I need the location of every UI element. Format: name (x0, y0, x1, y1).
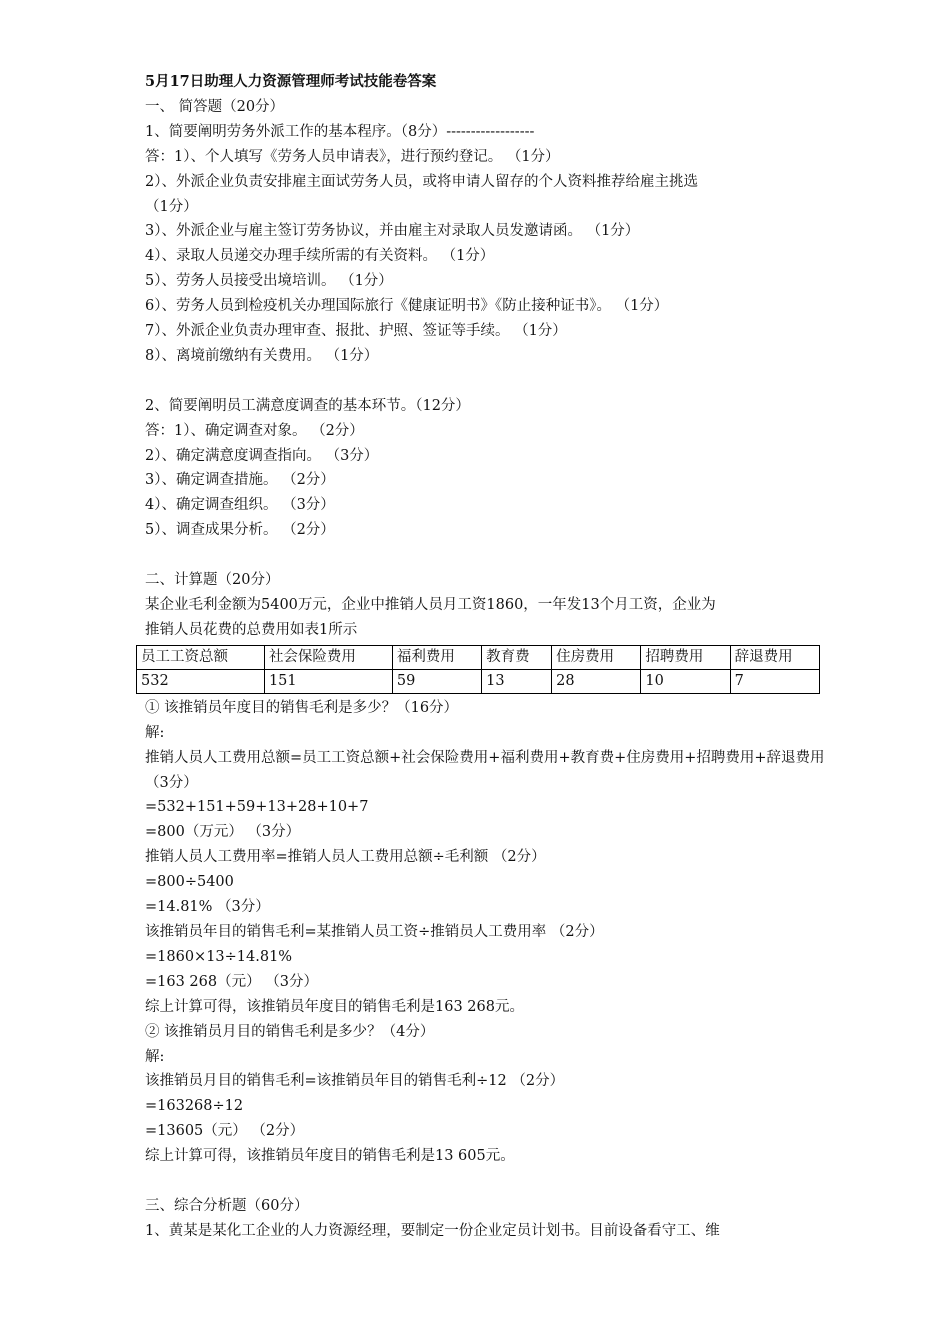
section1-heading: 一、 简答题（20分） (145, 98, 285, 115)
table-header-cell: 福利费用 (392, 645, 481, 669)
q2-answer-line: 2）、确定满意度调查指向。 （3分） (145, 447, 379, 464)
q2-answer-line: 3）、确定调查措施。 （2分） (145, 472, 335, 489)
spacer (145, 369, 825, 394)
sub1-solution-label: 解: (145, 724, 165, 741)
sub1-step: 推销人员人工费用率=推销人员人工费用总额÷毛利额 （2分） (145, 849, 546, 866)
sub1-step: 该推销员年目的销售毛利=某推销人员工资÷推销员人工费用率 （2分） (145, 923, 604, 940)
q2-question: 2、简要阐明员工满意度调查的基本环节。（12分） (145, 397, 470, 414)
section2-intro: 某企业毛利金额为5400万元，企业中推销人员月工资1860，一年发13个月工资，企业为 (145, 597, 716, 613)
q1-answer-line: 答：1）、个人填写《劳务人员申请表》，进行预约登记。 （1分） (145, 148, 560, 165)
q1-answer-line: 4）、录取人员递交办理手续所需的有关资料。 （1分） (145, 248, 495, 265)
sub2-step: 该推销员月目的销售毛利=该推销员年目的销售毛利÷12 （2分） (145, 1073, 565, 1090)
table-header-row (137, 645, 820, 669)
q1-question: 1、简要阐明劳务外派工作的基本程序。（8分）------------------ (145, 123, 535, 140)
section2-heading: 二、计算题（20分） (145, 572, 280, 589)
section3-heading: 三、综合分析题（60分） (145, 1197, 309, 1214)
sub1-formula: 推销人员人工费用总额=员工工资总额+社会保险费用+福利费用+教育费+住房费用+招聘费用+辞退费用 (145, 749, 825, 766)
table-header-cell: 教育费 (482, 645, 552, 669)
table-cell: 28 (552, 669, 641, 693)
q1-answer-line: 3）、外派企业与雇主签订劳务协议，并由雇主对录取人员发邀请函。 （1分） (145, 223, 640, 240)
sub2-question: ② 该推销员月目的销售毛利是多少？（4分） (145, 1023, 435, 1040)
table-cell: 532 (137, 669, 265, 693)
sub1-step: =1860×13÷14.81% (145, 948, 293, 965)
sub1-step: =800（万元） （3分） (145, 824, 301, 841)
q2-answer-line: 5）、调查成果分析。 （2分） (145, 522, 335, 539)
table-header-cell: 社会保险费用 (264, 645, 392, 669)
table-header-cell: 招聘费用 (641, 645, 730, 669)
table-cell: 151 (264, 669, 392, 693)
table-cell: 13 (482, 669, 552, 693)
sub2-solution-label: 解: (145, 1048, 165, 1065)
table-header-cell: 辞退费用 (730, 645, 819, 669)
sub2-step: =163268÷12 (145, 1098, 244, 1115)
q1-answer-line: 2）、外派企业负责安排雇主面试劳务人员，或将申请人留存的个人资料推荐给雇主挑选 (145, 173, 698, 190)
section3-q1: 1、黄某是某化工企业的人力资源经理，要制定一份企业定员计划书。目前设备看守工、维 (145, 1222, 720, 1239)
table-header-cell: 员工工资总额 (137, 645, 265, 669)
sub1-conclusion: 综上计算可得，该推销员年度目的销售毛利是163 268元。 (145, 998, 524, 1015)
q1-answer-line: 7）、外派企业负责办理审查、报批、护照、签证等手续。 （1分） (145, 323, 567, 340)
sub1-step: =14.81% （3分） (145, 899, 270, 916)
table-cell: 7 (730, 669, 819, 693)
q1-answer-line: 5）、劳务人员接受出境培训。 （1分） (145, 273, 393, 290)
q2-answer-line: 4）、确定调查组织。 （3分） (145, 497, 335, 514)
q1-answer-line: （1分） (145, 198, 198, 215)
q1-answer-line: 6）、劳务人员到检疫机关办理国际旅行《健康证明书》《防止接种证书》。 （1分） (145, 298, 669, 315)
sub1-question: ① 该推销员年度目的销售毛利是多少？（16分） (145, 699, 459, 716)
sub1-step: =532+151+59+13+28+10+7 (145, 799, 369, 816)
table-header-cell: 住房费用 (552, 645, 641, 669)
cost-table (136, 645, 820, 694)
sub2-step: =13605（元） （2分） (145, 1123, 305, 1140)
table-cell: 59 (392, 669, 481, 693)
spacer (145, 543, 825, 568)
q2-answer-line: 答：1）、确定调查对象。 （2分） (145, 422, 364, 439)
section2-intro: 推销人员花费的总费用如表1所示 (145, 621, 358, 638)
sub1-step: =163 268（元） （3分） (145, 973, 318, 990)
sub1-step: （3分） (145, 774, 198, 791)
sub1-step: =800÷5400 (145, 874, 234, 891)
document-page (141, 70, 825, 1244)
document-title: 5月17日助理人力资源管理师考试技能卷答案 (145, 73, 437, 90)
table-cell: 10 (641, 669, 730, 693)
q1-answer-line: 8）、离境前缴纳有关费用。 （1分） (145, 347, 379, 364)
table-row (137, 669, 820, 693)
spacer (145, 1169, 825, 1194)
sub2-conclusion: 综上计算可得，该推销员年度目的销售毛利是13 605元。 (145, 1148, 515, 1165)
